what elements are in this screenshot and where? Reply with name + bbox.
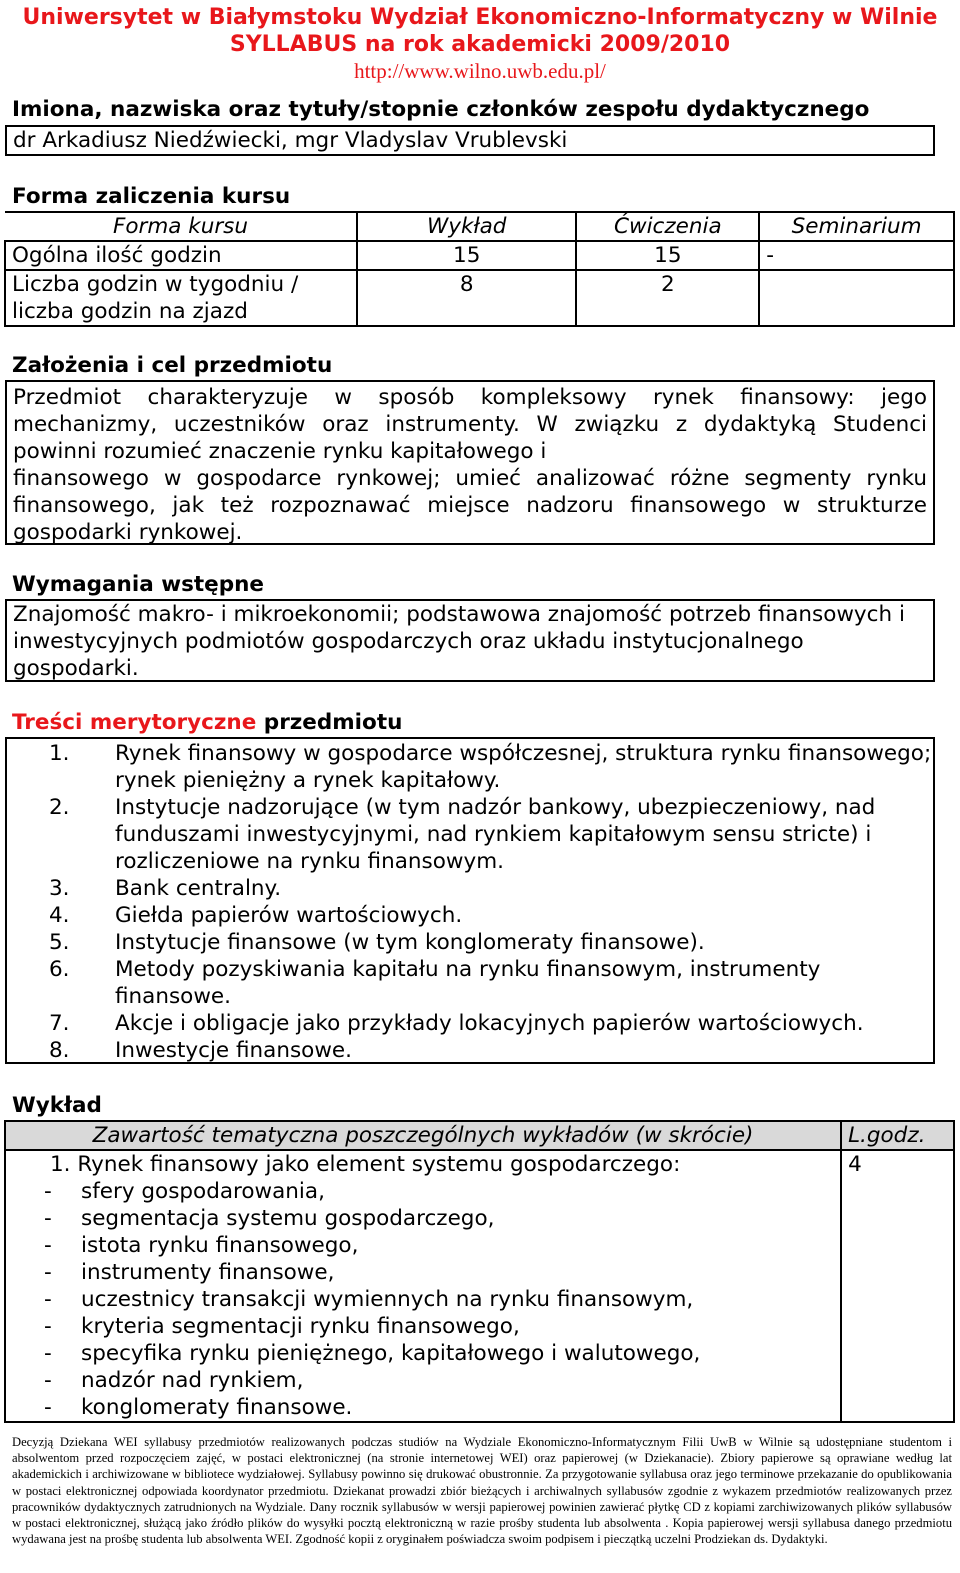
- row-ogolna-label: Ogólna ilość godzin: [5, 241, 357, 270]
- row-liczba-label: [5, 270, 357, 326]
- zalozenia-heading: Założenia i cel przedmiotu: [12, 353, 333, 378]
- row-liczba-label-1: Liczba godzin w tygodniu /: [12, 272, 299, 297]
- row-liczba-label-2: liczba godzin na zjazd: [12, 299, 248, 324]
- row-ogolna-seminarium: -: [759, 241, 954, 270]
- zalozenia-text-2: finansowego w gospodarce rynkowej; umieć analizować różne segmenty rynku finansowego, jak też rozpoznawać miejsce nadzoru finansowego w strukturze gospodarki rynkowej.: [13, 466, 927, 545]
- col-seminarium: Seminarium: [759, 212, 954, 241]
- zalozenia-box: [5, 380, 935, 545]
- wyklad-heading: Wykład: [12, 1093, 102, 1118]
- list-item: 7. Akcje i obligacje jako przykłady lokacyjnych papierów wartościowych.: [49, 1011, 864, 1036]
- list-item: - uczestnicy transakcji wymiennych na rynku finansowym,: [44, 1287, 694, 1312]
- wymagania-box: [5, 599, 935, 682]
- list-item: - istota rynku finansowego,: [44, 1233, 359, 1258]
- list-item: 4. Giełda papierów wartościowych.: [49, 903, 463, 928]
- university-title: Uniwersytet w Białymstoku Wydział Ekonomiczno-Informatyczny w Wilnie: [22, 5, 938, 30]
- list-item: 2. Instytucje nadzorujące (w tym nadzór bankowy, ubezpieczeniowy, nad funduszami inwestycyjnymi, nad rynkiem kapitałowym sensu stricte) i rozliczeniowe na rynku finansowym.: [49, 795, 876, 874]
- list-item: - kryteria segmentacji rynku finansowego,: [44, 1314, 520, 1339]
- wymagania-heading: Wymagania wstępne: [12, 572, 265, 597]
- list-item: 8. Inwestycje finansowe.: [49, 1038, 352, 1063]
- list-item: - nadzór nad rynkiem,: [44, 1368, 304, 1393]
- document-header: [0, 4, 960, 84]
- tresci-list: [7, 740, 933, 1064]
- row-ogolna-wyklad: 15: [357, 241, 576, 270]
- wyklad-col-hours: L.godz.: [841, 1121, 954, 1150]
- wyklad-table: [4, 1120, 955, 1423]
- forma-heading: Forma zaliczenia kursu: [12, 184, 291, 209]
- wymagania-text: Znajomość makro- i mikroekonomii; podstawowa znajomość potrzeb finansowych i inwestycyjnych podmiotów gospodarczych oraz układu instytucjonalnego gospodarki.: [13, 602, 905, 681]
- tresci-box: [5, 737, 935, 1064]
- syllabus-title: SYLLABUS na rok akademicki 2009/2010: [229, 32, 731, 57]
- wyklad-topic-title: 1. Rynek finansowy jako element systemu gospodarczego:: [50, 1152, 681, 1177]
- list-item: 3. Bank centralny.: [49, 876, 282, 901]
- wyklad-hours-value: 4: [841, 1150, 954, 1422]
- col-cwiczenia: Ćwiczenia: [576, 212, 759, 241]
- list-item: - specyfika rynku pieniężnego, kapitałowego i walutowego,: [44, 1341, 701, 1366]
- list-item: 1. Rynek finansowy w gospodarce współczesnej, struktura rynku finansowego; rynek pieniężny a rynek kapitałowy.: [49, 741, 932, 793]
- list-item: - segmentacja systemu gospodarczego,: [44, 1206, 495, 1231]
- tresci-heading-black: przedmiotu: [256, 710, 403, 735]
- list-item: - konglomeraty finansowe.: [44, 1395, 353, 1420]
- list-item: 6. Metody pozyskiwania kapitału na rynku finansowym, instrumenty finansowe.: [49, 957, 821, 1009]
- footer-note: Decyzją Dziekana WEI syllabusy przedmiotów realizowanych podczas studiów na Wydziale Ekonomiczno-Informatycznym Filii UwB w Wilnie są udostępniane studentom i absolwentom przed rozpoczęciem zajęć, w postaci elektronicznej (na stronie internetowej WEI) oraz papierowej (w Dziekanacie). Zbiory papierowe są oprawiane według lat akademickich i archiwizowane w bibliotece wydziałowej. Syllabusy powinno się drukować obustronnie. Za przygotowanie syllabusa oraz jego terminowe przekazanie do opublikowania w postaci elektronicznej odpowiada koordynator przedmiotu. Dziekanat prowadzi zbiór bieżących i archiwalnych syllabusów zgodnie z wykazem przedmiotów realizowanych przez pracowników dydaktycznych zatrudnionych na Wydziale. Dany rocznik syllabusów w wersji papierowej powinien zawierać płytkę CD z kopiami zarchiwizowanych plików syllabusów w postaci elektronicznej, służącą jako źródło plików do wysyłki pocztą elektroniczną w razie prośby studenta lub absolwenta . Kopia papierowej wersji syllabusa danego przedmiotu wydawana jest na prośbę studenta lub absolwenta WEI. Zgodność kopii z oryginałem poświadcza swoim podpisem i pieczątką uczelni Prodziekan ds. Dydaktyki.: [12, 1435, 952, 1547]
- row-liczba-cwiczenia: 2: [576, 270, 759, 326]
- team-members: dr Arkadiusz Niedźwiecki, mgr Vladyslav Vrublevski: [13, 128, 568, 153]
- row-ogolna-cwiczenia: 15: [576, 241, 759, 270]
- list-item: - instrumenty finansowe,: [44, 1260, 335, 1285]
- row-liczba-seminarium: [759, 270, 954, 326]
- zalozenia-text: Przedmiot charakteryzuje w sposób kompleksowy rynek finansowy: jego mechanizmy, uczestników oraz instrumenty. W związku z dydaktyką Studenci powinni rozumieć znaczenie rynku kapitałowego i: [13, 385, 927, 464]
- tresci-heading: [12, 710, 402, 735]
- wyklad-col-content: Zawartość tematyczna poszczególnych wykładów (w skrócie): [5, 1121, 841, 1150]
- wyklad-topic-cell: [5, 1150, 841, 1422]
- row-liczba-wyklad: 8: [357, 270, 576, 326]
- team-box: [5, 125, 935, 156]
- tresci-heading-red: Treści merytoryczne: [12, 710, 257, 735]
- list-item: 5. Instytucje finansowe (w tym konglomeraty finansowe).: [49, 930, 705, 955]
- team-heading: Imiona, nazwiska oraz tytuły/stopnie członków zespołu dydaktycznego: [12, 97, 870, 122]
- website-link[interactable]: http://www.wilno.uwb.edu.pl/: [354, 59, 606, 83]
- forma-table: [4, 211, 955, 327]
- col-forma-kursu: Forma kursu: [5, 212, 357, 241]
- list-item: - sfery gospodarowania,: [44, 1179, 325, 1204]
- col-wyklad: Wykład: [357, 212, 576, 241]
